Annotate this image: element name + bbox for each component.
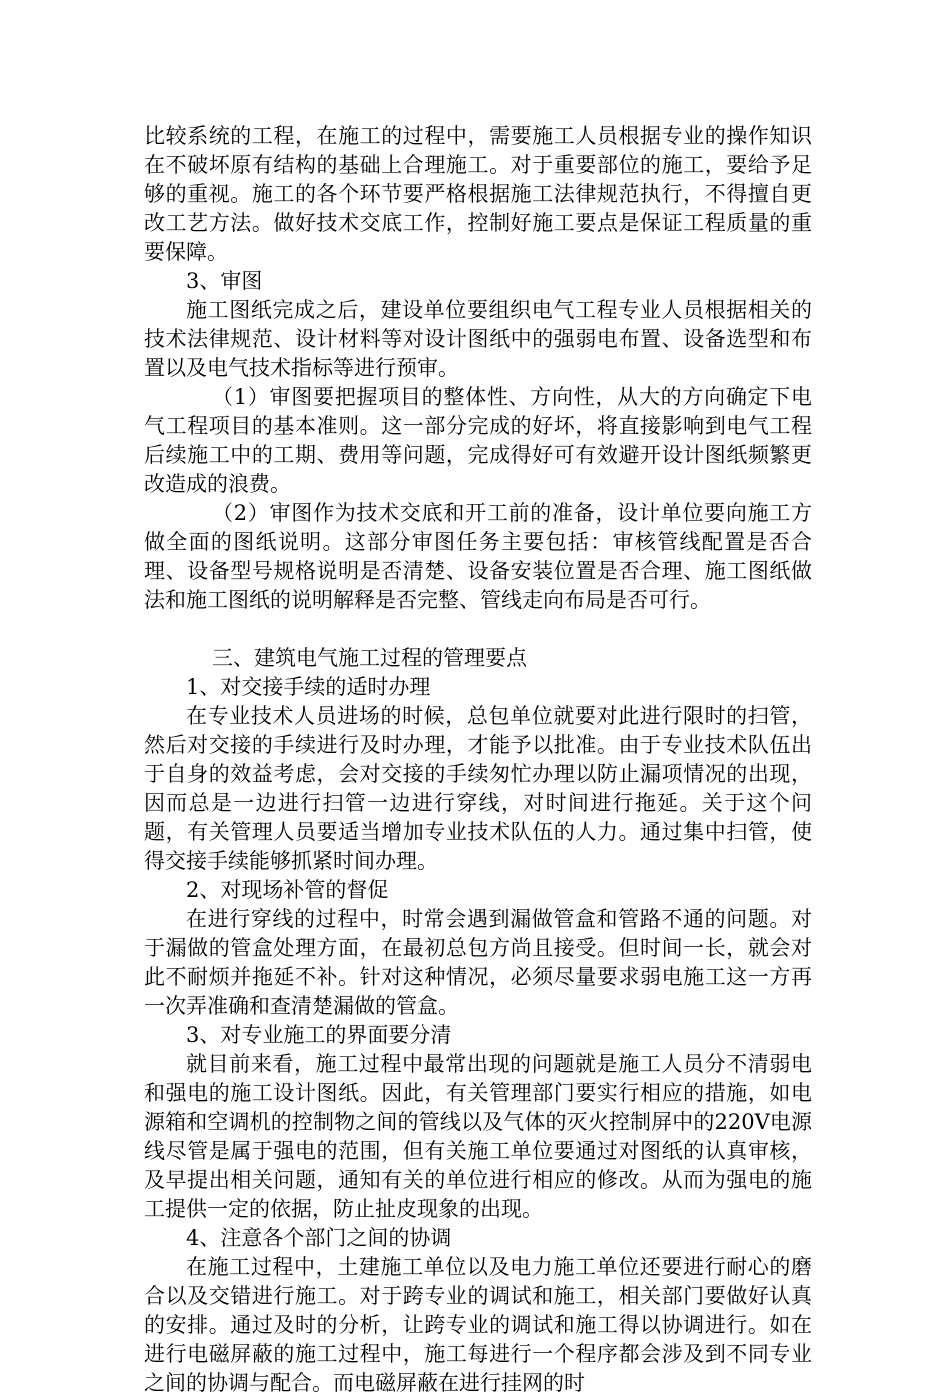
subheading-handover: 1、对交接手续的适时办理 [186,675,431,699]
paragraph-coordination: 在施工过程中，土建施工单位以及电力施工单位还要进行耐心的磨合以及交错进行施工。对于跨专业的调试和施工，相关部门要做好认真的安排。通过及时的分析，让跨专业的调试和施工得以协调进行。如在进行电磁屏蔽的施工过程中，施工每进行一个程序都会涉及到不同专业之间的协调与配合。而电磁屏蔽在进行挂网的时 [144,1255,812,1395]
paragraph-review-item-2: （2）审图作为技术交底和开工前的准备，设计单位要向施工方做全面的图纸说明。这部分审图任务主要包括：审核管线配置是否合理、设备型号规格说明是否清楚、设备安装位置是否合理、施工图纸做法和施工图纸的说明解释是否完整、管线走向布局是否可行。 [144,501,812,612]
paragraph-supplement-pipe: 在进行穿线的过程中，时常会遇到漏做管盒和管路不通的问题。对于漏做的管盒处理方面，在最初总包方尚且接受。但时间一长，就会对此不耐烦并拖延不补。针对这种情况，必须尽量要求弱电施工这一方再一次弄准确和查清楚漏做的管盒。 [144,907,812,1018]
document-body [144,122,812,1398]
paragraph-continuation: 比较系统的工程，在施工的过程中，需要施工人员根据专业的操作知识在不破坏原有结构的基础上合理施工。对于重要部位的施工，要给予足够的重视。施工的各个环节要严格根据施工法律规范执行，不得擅自更改工艺方法。做好技术交底工作，控制好施工要点是保证工程质量的重要保障。 [144,124,812,264]
subheading-coordination: 4、注意各个部门之间的协调 [186,1226,452,1250]
paragraph-handover: 在专业技术人员进场的时候，总包单位就要对此进行限时的扫管，然后对交接的手续进行及时办理，才能予以批准。由于专业技术队伍出于自身的效益考虑，会对交接的手续匆忙办理以防止漏项情况的出现，因而总是一边进行扫管一边进行穿线，对时间进行拖延。关于这个问题，有关管理人员要适当增加专业技术队伍的人力。通过集中扫管，使得交接手续能够抓紧时间办理。 [144,704,812,873]
paragraph-review-intro: 施工图纸完成之后，建设单位要组织电气工程专业人员根据相关的技术法律规范、设计材料等对设计图纸中的强弱电布置、设备选型和布置以及电气技术指标等进行预审。 [144,298,812,380]
subheading-review-drawings: 3、审图 [186,269,263,293]
subheading-interface: 3、对专业施工的界面要分清 [186,1023,452,1047]
subheading-supplement-pipe: 2、对现场补管的督促 [186,878,389,902]
section-heading-management: 三、建筑电气施工过程的管理要点 [212,646,527,670]
paragraph-review-item-1: （1）审图要把握项目的整体性、方向性，从大的方向确定下电气工程项目的基本准则。这一部分完成的好坏，将直接影响到电气工程后续施工中的工期、费用等问题，完成得好可有效避开设计图纸频繁更改造成的浪费。 [144,385,812,496]
paragraph-interface: 就目前来看，施工过程中最常出现的问题就是施工人员分不清弱电和强电的施工设计图纸。因此，有关管理部门要实行相应的措施，如电源箱和空调机的控制物之间的管线以及气体的灭火控制屏中的220V电源线尽管是属于强电的范围，但有关施工单位要通过对图纸的认真审核，及早提出相关问题，通知有关的单位进行相应的修改。从而为强电的施工提供一定的依据，防止扯皮现象的出现。 [144,1052,812,1221]
